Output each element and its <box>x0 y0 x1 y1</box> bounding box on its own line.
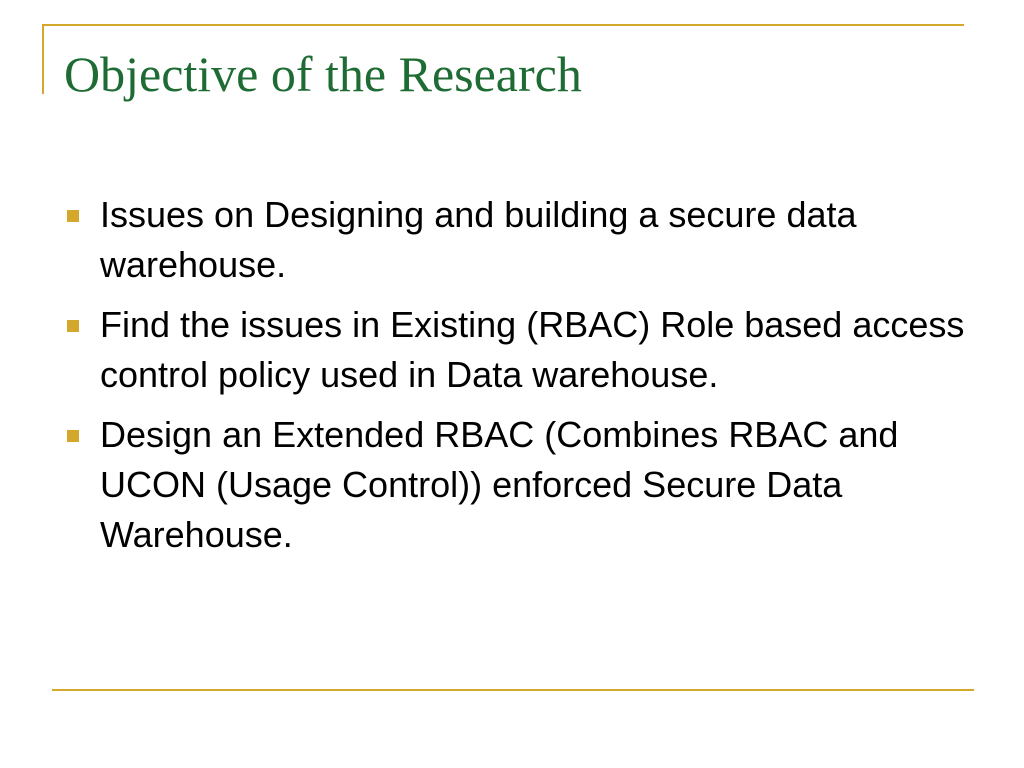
bullet-text: Issues on Designing and building a secure data warehouse. <box>100 194 857 285</box>
bottom-rule <box>52 689 974 691</box>
square-bullet-icon <box>67 430 79 442</box>
bullet-text: Design an Extended RBAC (Combines RBAC and UCON (Usage Control)) enforced Secure Data Warehouse. <box>100 414 899 555</box>
bullet-item <box>60 300 970 400</box>
bullet-item <box>60 190 970 290</box>
left-rule <box>42 24 44 94</box>
bullet-text: Find the issues in Existing (RBAC) Role based access control policy used in Data warehouse. <box>100 304 965 395</box>
square-bullet-icon <box>67 320 79 332</box>
bullet-item <box>60 410 970 560</box>
bullet-list <box>60 190 970 570</box>
top-rule <box>42 24 964 26</box>
square-bullet-icon <box>67 210 79 222</box>
slide-title: Objective of the Research <box>64 46 582 102</box>
